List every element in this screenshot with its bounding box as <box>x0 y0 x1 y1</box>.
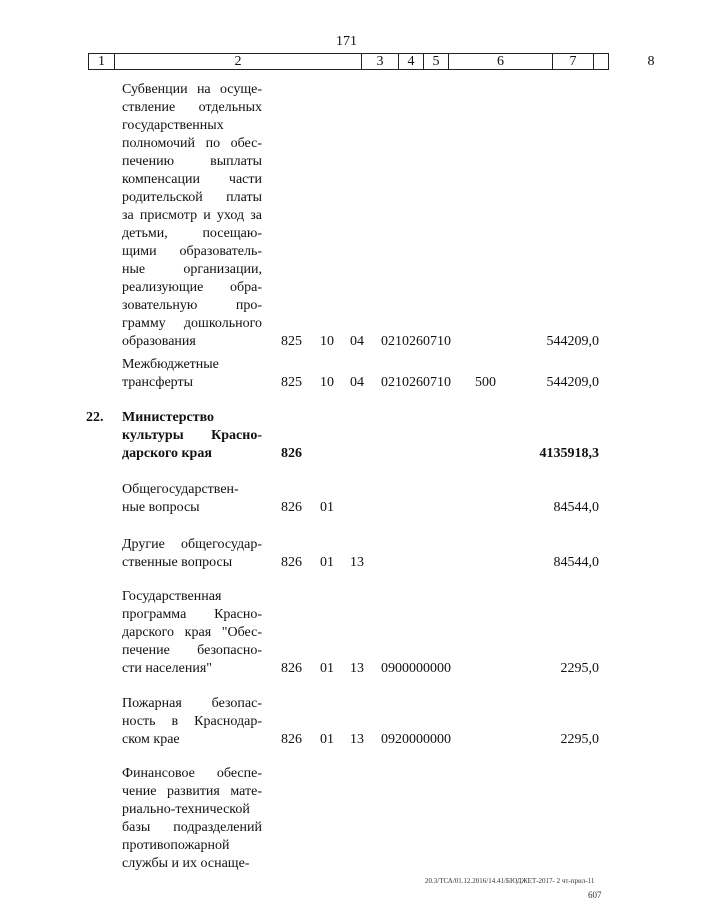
row-description <box>122 481 262 517</box>
description-line: Другие общегосудар- <box>122 537 262 552</box>
description-line: ные организации, <box>122 262 262 277</box>
cell-col-3: 826 <box>281 555 302 570</box>
header-col-2: 2 <box>234 54 242 69</box>
cell-amount: 2295,0 <box>560 732 599 747</box>
footer-code: 20.3/ТСА/01.12.2016/14.41/БЮДЖЕТ-2017- 2 чт-прил-11 <box>425 877 595 885</box>
description-line: реализующие обра- <box>122 280 262 295</box>
cell-col-5: 04 <box>350 375 364 390</box>
cell-col-4: 01 <box>320 661 334 676</box>
header-col-4: 4 <box>407 54 415 69</box>
description-line: компенсации части <box>122 172 262 187</box>
description-line: службы и их оснаще- <box>122 856 250 871</box>
cell-col-4: 01 <box>320 500 334 515</box>
header-col-8: 8 <box>647 54 655 69</box>
header-col-6: 6 <box>497 54 504 69</box>
row-description <box>122 536 262 572</box>
description-line: базы подразделений <box>122 820 262 835</box>
cell-col-5: 13 <box>350 555 364 570</box>
description-line: Субвенции на осуще- <box>122 82 262 97</box>
description-line: ском крае <box>122 732 180 747</box>
cell-amount: 84544,0 <box>553 555 599 570</box>
description-line: детьми, посещаю- <box>122 226 262 241</box>
description-line: Министерство <box>122 410 215 425</box>
table-header <box>88 53 655 70</box>
row-description <box>122 588 262 678</box>
cell-col-3: 826 <box>281 732 302 747</box>
description-line: образования <box>122 334 196 349</box>
row-description <box>122 765 262 873</box>
cell-col-5: 13 <box>350 661 364 676</box>
cell-col-4: 01 <box>320 732 334 747</box>
cell-col-6: 0900000000 <box>381 661 451 676</box>
row-description <box>122 81 262 351</box>
description-line: родительской платы <box>122 190 262 205</box>
description-line: ные вопросы <box>122 500 200 515</box>
description-line: Финансовое обеспе- <box>122 766 262 781</box>
description-line: сти населения" <box>122 661 212 676</box>
row-description <box>122 409 262 463</box>
cell-col-6: 0210260710 <box>381 375 451 390</box>
header-col-7: 7 <box>569 54 577 69</box>
description-line: Государственная <box>122 589 222 604</box>
cell-col-6: 0210260710 <box>381 334 451 349</box>
description-line: чение развития мате- <box>122 784 262 799</box>
cell-col-3: 826 <box>281 446 302 461</box>
cell-amount: 4135918,3 <box>539 446 599 461</box>
row-description <box>122 356 262 392</box>
cell-col-3: 826 <box>281 500 302 515</box>
cell-col-6: 0920000000 <box>381 732 451 747</box>
description-line: за присмотр и уход за <box>122 208 262 223</box>
description-line: ность в Краснодар- <box>122 714 262 729</box>
description-line: трансферты <box>122 375 194 390</box>
description-line: программа Красно- <box>122 607 262 622</box>
description-line: щими образователь- <box>122 244 262 259</box>
cell-amount: 544209,0 <box>546 334 599 349</box>
cell-col-5: 04 <box>350 334 364 349</box>
description-line: ственные вопросы <box>122 555 233 570</box>
cell-col-4: 10 <box>320 334 334 349</box>
cell-amount: 84544,0 <box>553 500 599 515</box>
section-number: 22. <box>86 410 104 425</box>
description-line: ствление отдельных <box>122 100 262 115</box>
description-line: культуры Красно- <box>122 428 262 443</box>
cell-col-7: 500 <box>475 375 496 390</box>
description-line: зовательную про- <box>122 298 262 313</box>
header-col-3: 3 <box>376 54 384 69</box>
cell-col-4: 01 <box>320 555 334 570</box>
description-line: дарского края "Обес- <box>122 625 262 640</box>
description-line: риально-технической <box>122 802 250 817</box>
footer-sheet-number: 607 <box>588 890 602 900</box>
cell-col-3: 825 <box>281 334 302 349</box>
description-line: Общегосударствен- <box>122 482 239 497</box>
header-col-5: 5 <box>432 54 440 69</box>
page-number: 171 <box>336 34 357 49</box>
description-line: государственных <box>122 118 224 133</box>
description-line: печению выплаты <box>122 154 262 169</box>
cell-col-4: 10 <box>320 375 334 390</box>
description-line: дарского края <box>122 446 212 461</box>
description-line: грамму дошкольного <box>122 316 262 331</box>
cell-col-5: 13 <box>350 732 364 747</box>
description-line: печение безопасно- <box>122 643 262 658</box>
cell-amount: 544209,0 <box>546 375 599 390</box>
description-line: противопожарной <box>122 838 230 853</box>
description-line: полномочий по обес- <box>122 136 262 151</box>
header-col-1: 1 <box>98 54 105 69</box>
cell-amount: 2295,0 <box>560 661 599 676</box>
description-line: Межбюджетные <box>122 357 219 372</box>
cell-col-3: 825 <box>281 375 302 390</box>
description-line: Пожарная безопас- <box>122 696 262 711</box>
cell-col-3: 826 <box>281 661 302 676</box>
row-description <box>122 695 262 749</box>
